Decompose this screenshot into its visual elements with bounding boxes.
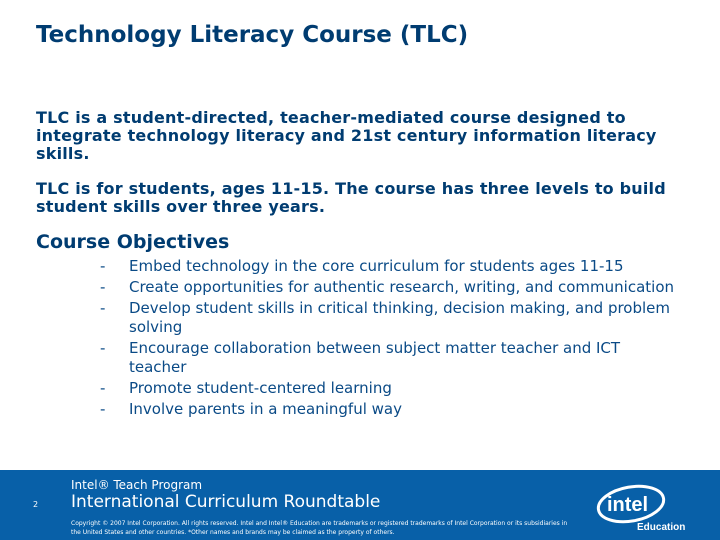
objectives-list (100, 257, 680, 421)
objective-text: Encourage collaboration between subject matter teacher and ICT teacher (129, 339, 621, 376)
slide-title: Technology Literacy Course (TLC) (36, 22, 469, 48)
objective-text: Involve parents in a meaningful way (129, 400, 402, 418)
audience-paragraph: TLC is for students, ages 11-15. The course has three levels to build student skills over three years. (36, 179, 666, 216)
objective-text: Promote student-centered learning (129, 379, 392, 397)
objective-item (100, 400, 680, 419)
roundtable-name: International Curriculum Roundtable (71, 492, 381, 512)
bullet-dash: - (100, 339, 106, 357)
bullet-dash: - (100, 379, 106, 397)
copyright-notice: Copyright © 2007 Intel Corporation. All rights reserved. Intel and Intel® Education are trademarks or registered trademarks of Intel Corporation or its subsidiaries in the United States and other countries. *Other names and brands may be claimed as the property of others. (71, 520, 568, 536)
objective-text: Create opportunities for authentic research, writing, and communication (129, 278, 675, 296)
bullet-dash: - (100, 278, 106, 296)
program-name: Intel® Teach Program (71, 478, 203, 492)
footer-bar (0, 470, 720, 540)
svg-text:Education: Education (637, 522, 686, 533)
objective-item (100, 299, 680, 337)
bullet-dash: - (100, 400, 106, 418)
intro-paragraph: TLC is a student-directed, teacher-mediated course designed to integrate technology literacy and 21st century information literacy skills. (36, 108, 657, 163)
objective-text: Embed technology in the core curriculum for students ages 11-15 (129, 257, 624, 275)
bullet-dash: - (100, 299, 106, 317)
svg-text:intel: intel (607, 494, 649, 516)
page-number: 2 (33, 500, 39, 509)
objective-item (100, 379, 680, 398)
objective-item (100, 278, 680, 297)
objective-text: Develop student skills in critical thinking, decision making, and problem solving (129, 299, 671, 336)
objective-item (100, 339, 680, 377)
objectives-heading: Course Objectives (36, 231, 230, 253)
intel-education-logo-icon (589, 483, 689, 538)
objective-item (100, 257, 680, 276)
bullet-dash: - (100, 257, 106, 275)
